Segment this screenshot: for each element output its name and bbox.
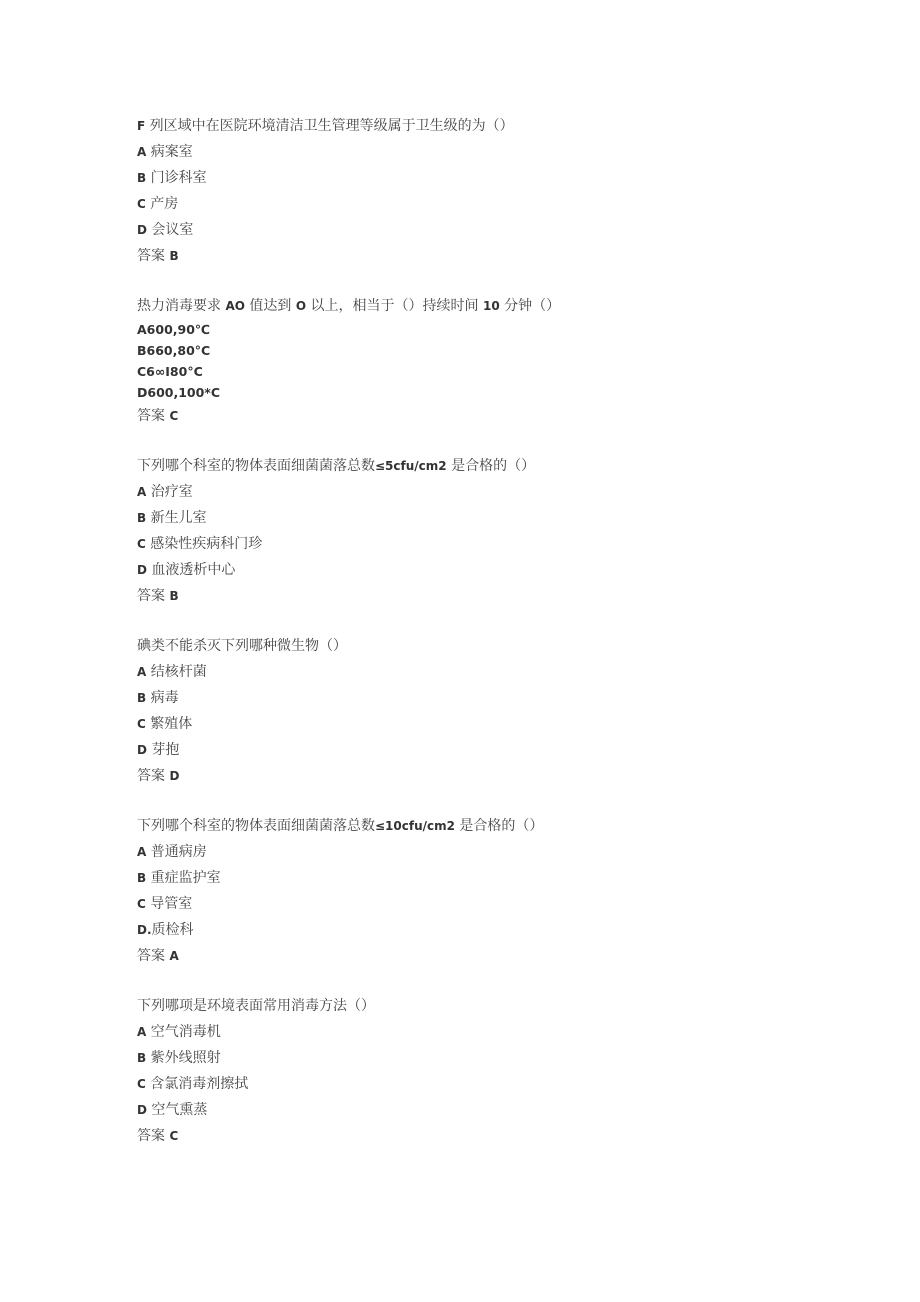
option-row	[137, 839, 857, 865]
option-row	[137, 685, 857, 711]
question-stem-segment: ≤10cfu/cm2	[375, 819, 455, 833]
option-row	[137, 340, 857, 361]
option-letter: C	[137, 537, 146, 551]
option-text: 会议室	[146, 222, 194, 238]
option-row	[137, 479, 857, 505]
answer-value: A	[169, 949, 179, 963]
question-stem-segment: 以上，相当于（）持续时间	[306, 298, 483, 314]
option-letter: A	[137, 845, 147, 859]
option-letter: D	[137, 1103, 147, 1117]
option-text: 重症监护室	[146, 870, 221, 886]
option-row	[137, 191, 857, 217]
question-block	[137, 813, 857, 969]
option-row	[137, 711, 857, 737]
answer-value: C	[169, 1129, 179, 1143]
question-stem-segment: ≤5cfu/cm2	[375, 459, 447, 473]
question-block	[137, 293, 857, 429]
question-stem	[137, 453, 857, 479]
option-letter: B	[137, 691, 147, 705]
question-stem-segment: AO	[225, 299, 245, 313]
option-letter: C	[137, 717, 146, 731]
question-stem	[137, 113, 857, 139]
option-row	[137, 165, 857, 191]
option-row	[137, 505, 857, 531]
option-row	[137, 659, 857, 685]
option-letter: C	[137, 897, 146, 911]
option-row	[137, 217, 857, 243]
question-stem	[137, 813, 857, 839]
option-letter: D	[137, 223, 147, 237]
option-text: 新生儿室	[146, 510, 207, 526]
option-text: 门诊科室	[146, 170, 207, 186]
option-text: 结核杆菌	[146, 664, 207, 680]
question-stem-segment: 是合格的（）	[446, 458, 536, 474]
option-row	[137, 382, 857, 403]
option-text: 病毒	[146, 690, 179, 706]
question-stem	[137, 633, 857, 659]
option-letter: C	[137, 197, 146, 211]
question-block	[137, 113, 857, 269]
option-row	[137, 1097, 857, 1123]
option-text: 质检科	[151, 922, 194, 938]
option-row	[137, 917, 857, 943]
question-stem-segment: 下列哪项是环境表面常用消毒方法（）	[137, 998, 375, 1014]
answer-value: C	[169, 409, 179, 423]
option-text: 产房	[145, 196, 179, 212]
answer-line	[137, 1123, 857, 1149]
question-stem-segment: 碘类不能杀灭下列哪种微生物（）	[137, 638, 347, 654]
question-stem-segment: 分钟（）	[499, 298, 561, 314]
question-stem	[137, 293, 857, 319]
answer-label: 答案	[137, 588, 170, 604]
question-block	[137, 993, 857, 1149]
answer-line	[137, 403, 857, 429]
answer-value: B	[169, 589, 179, 603]
option-letter: D.	[137, 923, 152, 937]
option-row	[137, 1045, 857, 1071]
question-stem-segment: 10	[482, 299, 500, 313]
answer-label: 答案	[137, 1128, 170, 1144]
answer-label: 答案	[137, 768, 170, 784]
option-letter: D	[137, 743, 147, 757]
option-text: 芽抱	[146, 742, 180, 758]
option-text: 病案室	[146, 144, 193, 160]
option-text: B660,80°C	[137, 343, 211, 358]
option-text: 感染性疾病科门珍	[145, 536, 263, 552]
option-letter: C	[137, 1077, 146, 1091]
option-text: C6∞I80°C	[137, 364, 203, 379]
option-row	[137, 531, 857, 557]
option-text: A600,90℃	[137, 322, 211, 337]
question-stem-segment: 下列哪个科室的物体表面细菌菌落总数	[137, 818, 375, 834]
option-text: 空气熏蒸	[146, 1102, 208, 1118]
answer-line	[137, 943, 857, 969]
question-stem-segment: 列区域中在医院环境清洁卫生管理等级属于卫生级的为（）	[145, 118, 514, 134]
question-stem-segment: 热力消毒要求	[137, 298, 226, 314]
option-letter: A	[137, 485, 147, 499]
question-stem-segment: 是合格的（）	[454, 818, 544, 834]
answer-label: 答案	[137, 248, 170, 264]
question-block	[137, 633, 857, 789]
answer-line	[137, 583, 857, 609]
option-row	[137, 865, 857, 891]
option-row	[137, 361, 857, 382]
answer-line	[137, 763, 857, 789]
answer-line	[137, 243, 857, 269]
question-stem-segment: O	[295, 299, 307, 313]
option-row	[137, 139, 857, 165]
option-letter: A	[137, 665, 147, 679]
option-row	[137, 737, 857, 763]
option-row	[137, 319, 857, 340]
option-letter: D	[137, 563, 147, 577]
question-stem-segment: 值达到	[244, 298, 296, 314]
option-text: 空气消毒机	[146, 1024, 221, 1040]
option-letter: B	[137, 871, 147, 885]
option-text: 治疗室	[146, 484, 193, 500]
option-text: D600,100*C	[137, 385, 221, 400]
question-stem	[137, 993, 857, 1019]
option-text: 紫外线照射	[146, 1050, 221, 1066]
option-text: 导管室	[145, 896, 193, 912]
option-row	[137, 891, 857, 917]
option-letter: A	[137, 1025, 147, 1039]
question-block	[137, 453, 857, 609]
option-text: 繁殖体	[145, 716, 193, 732]
option-row	[137, 1071, 857, 1097]
option-row	[137, 557, 857, 583]
option-letter: B	[137, 511, 147, 525]
answer-label: 答案	[137, 948, 170, 964]
answer-label: 答案	[137, 408, 170, 424]
option-letter: A	[137, 145, 147, 159]
question-stem-segment: F	[137, 119, 146, 133]
option-letter: B	[137, 1051, 147, 1065]
option-text: 普通病房	[146, 844, 207, 860]
answer-value: B	[169, 249, 179, 263]
question-list	[137, 113, 857, 1173]
option-text: 血液透析中心	[146, 562, 236, 578]
option-row	[137, 1019, 857, 1045]
question-stem-segment: 下列哪个科室的物体表面细菌菌落总数	[137, 458, 375, 474]
option-letter: B	[137, 171, 147, 185]
answer-value: D	[169, 769, 180, 783]
option-text: 含氯消毒剂擦拭	[145, 1076, 249, 1092]
